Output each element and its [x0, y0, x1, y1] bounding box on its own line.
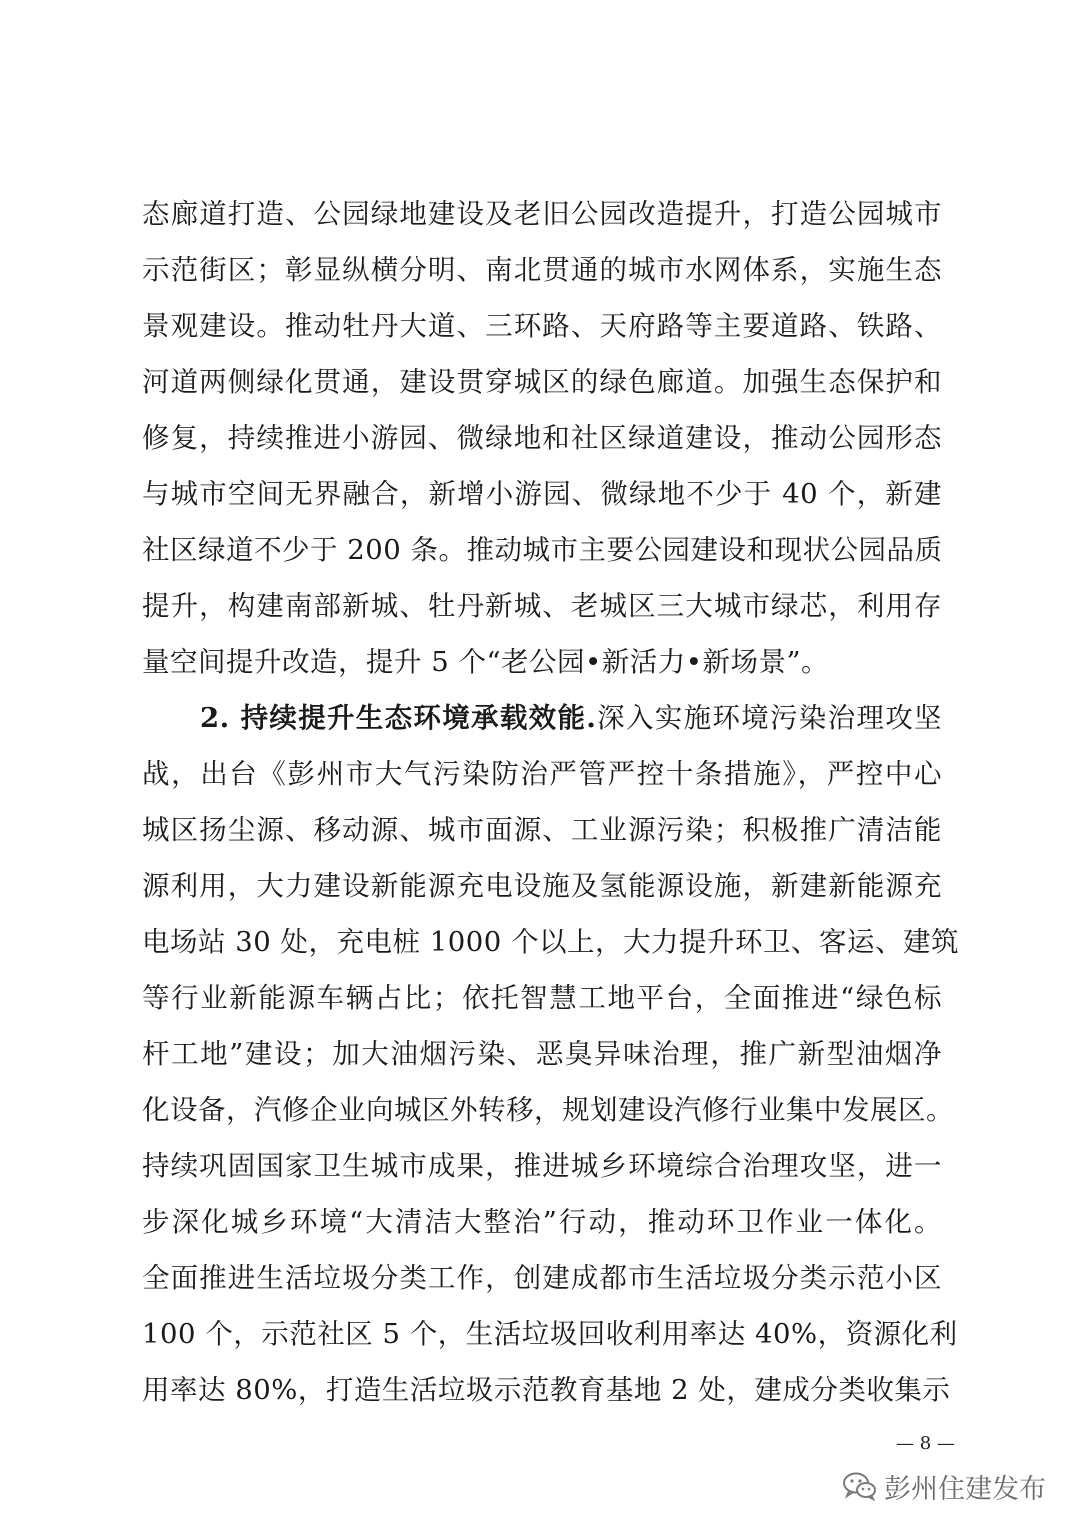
wechat-icon	[842, 1471, 878, 1501]
body-line: 杆工地”建设；加大油烟污染、恶臭异味治理，推广新型油烟净	[142, 1038, 942, 1070]
body-line: 河道两侧绿化贯通，建设贯穿城区的绿色廊道。加强生态保护和	[142, 366, 942, 398]
body-line: 步深化城乡环境“大清洁大整治”行动，推动环卫作业一体化。	[142, 1206, 942, 1238]
body-line: 城区扬尘源、移动源、城市面源、工业源污染；积极推广清洁能	[142, 814, 942, 846]
body-line: 示范街区；彰显纵横分明、南北贯通的城市水网体系，实施生态	[142, 254, 942, 286]
body-line: 与城市空间无界融合，新增小游园、微绿地不少于 40 个，新建	[142, 478, 942, 510]
body-line: 全面推进生活垃圾分类工作，创建成都市生活垃圾分类示范小区	[142, 1262, 942, 1294]
body-line: 100 个，示范社区 5 个，生活垃圾回收利用率达 40%，资源化利	[142, 1318, 958, 1350]
body-line: 电场站 30 处，充电桩 1000 个以上，大力提升环卫、客运、建筑	[142, 926, 959, 958]
body-line: 化设备，汽修企业向城区外转移，规划建设汽修行业集中发展区。	[142, 1094, 954, 1126]
watermark-text: 彭州住建发布	[884, 1473, 1046, 1505]
body-line: 战，出台《彭州市大气污染防治严管严控十条措施》，严控中心	[142, 758, 942, 790]
body-line: 源利用，大力建设新能源充电设施及氢能源设施，新建新能源充	[142, 870, 942, 902]
body-line: 持续巩固国家卫生城市成果，推进城乡环境综合治理攻坚，进一	[142, 1150, 942, 1182]
page-number: — 8 —	[896, 1433, 955, 1454]
body-line: 修复，持续推进小游园、微绿地和社区绿道建设，推动公园形态	[142, 422, 942, 454]
body-line: 提升，构建南部新城、牡丹新城、老城区三大城市绿芯，利用存	[142, 590, 942, 622]
body-line: 社区绿道不少于 200 条。推动城市主要公园建设和现状公园品质	[142, 534, 943, 566]
wechat-watermark	[842, 1464, 1046, 1508]
body-line: 量空间提升改造，提升 5 个“老公园•新活力•新场景”。	[142, 646, 830, 678]
section-2-heading: 2. 持续提升生态环境承载效能.	[200, 702, 597, 734]
body-line: 态廊道打造、公园绿地建设及老旧公园改造提升，打造公园城市	[142, 198, 942, 230]
body-line: 等行业新能源车辆占比；依托智慧工地平台，全面推进“绿色标	[142, 982, 942, 1014]
body-line: 用率达 80%，打造生活垃圾示范教育基地 2 处，建成分类收集示	[142, 1374, 951, 1406]
section-2-first-line	[200, 698, 942, 738]
section-2-first-line-text: 深入实施环境污染治理攻坚	[596, 702, 943, 734]
body-line: 景观建设。推动牡丹大道、三环路、天府路等主要道路、铁路、	[142, 310, 942, 342]
